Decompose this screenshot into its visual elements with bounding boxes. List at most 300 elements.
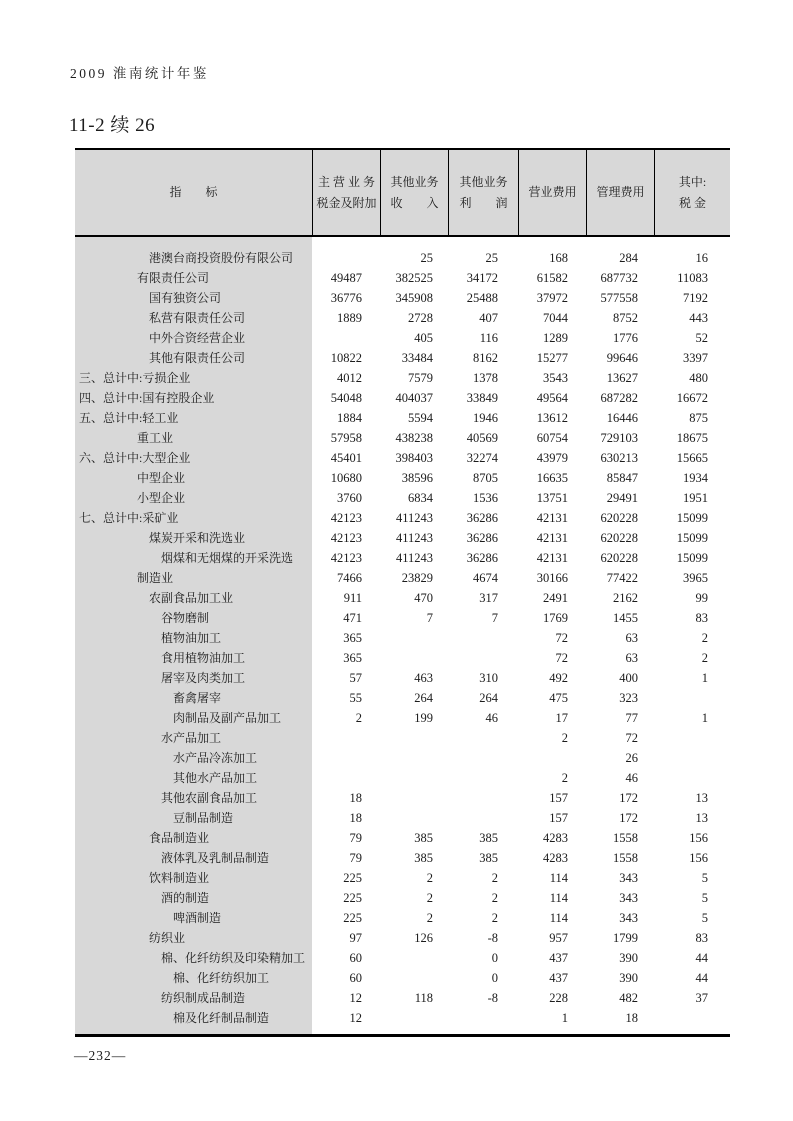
value-cell: 480	[689, 371, 708, 385]
value-cell: 72	[555, 631, 568, 645]
table-row	[75, 568, 730, 588]
value-cell: 437	[549, 951, 568, 965]
value-cell: 2	[701, 631, 708, 645]
table-row	[75, 848, 730, 868]
indicator-cell: 液体乳及乳制品制造	[161, 851, 270, 865]
value-cell: 7044	[543, 311, 568, 325]
value-cell: 42123	[330, 531, 362, 545]
value-cell: 16635	[536, 471, 568, 485]
value-cell: 475	[549, 691, 568, 705]
indicator-cell: 饮料制造业	[149, 871, 210, 885]
value-cell: 79	[349, 851, 362, 865]
table-row	[75, 268, 730, 288]
table-row	[75, 288, 730, 308]
value-cell	[380, 628, 448, 648]
value-cell: 61582	[536, 271, 568, 285]
value-cell: 18675	[676, 431, 708, 445]
indicator-cell: 肉制品及副产品加工	[173, 711, 282, 725]
value-cell: 3397	[683, 351, 708, 365]
table-row	[75, 748, 730, 768]
value-cell	[654, 768, 730, 788]
value-cell: 114	[549, 911, 568, 925]
indicator-cell: 啤酒制造	[173, 911, 222, 925]
table-row	[75, 448, 730, 468]
value-cell: 16446	[606, 411, 638, 425]
indicator-cell: 中型企业	[137, 471, 186, 485]
value-cell: 199	[414, 711, 433, 725]
value-cell	[448, 628, 518, 648]
value-cell: 15099	[676, 511, 708, 525]
value-cell: 42131	[536, 511, 568, 525]
value-cell	[448, 808, 518, 828]
value-cell: 1769	[543, 611, 568, 625]
value-cell: 44	[695, 951, 708, 965]
value-cell	[654, 1008, 730, 1028]
value-cell: 630213	[600, 451, 638, 465]
value-cell: 385	[414, 831, 433, 845]
indicator-cell: 烟煤和无烟煤的开采洗选	[161, 551, 294, 565]
column-header-line: 税 金	[678, 195, 706, 210]
value-cell: 83	[695, 611, 708, 625]
value-cell	[448, 648, 518, 668]
table-row	[75, 488, 730, 508]
value-cell: 385	[479, 851, 498, 865]
value-cell: 15099	[676, 551, 708, 565]
value-cell: 5	[701, 891, 708, 905]
value-cell: 5594	[408, 411, 433, 425]
value-cell: 4012	[337, 371, 362, 385]
value-cell: 23829	[401, 571, 433, 585]
value-cell: 18	[349, 811, 362, 825]
table-row	[75, 948, 730, 968]
value-cell: 157	[549, 811, 568, 825]
value-cell	[312, 728, 380, 748]
table-row	[75, 248, 730, 268]
value-cell: 7	[426, 611, 433, 625]
value-cell: 42123	[330, 551, 362, 565]
value-cell: 49564	[536, 391, 568, 405]
table-row	[75, 668, 730, 688]
value-cell: 7	[491, 611, 498, 625]
value-cell: 13612	[536, 411, 568, 425]
value-cell: 957	[549, 931, 568, 945]
value-cell: 492	[549, 671, 568, 685]
value-cell: 72	[625, 731, 638, 745]
value-cell	[380, 968, 448, 988]
table-row	[75, 788, 730, 808]
table-row	[75, 348, 730, 368]
table-row	[75, 908, 730, 928]
value-cell: 18	[625, 1011, 638, 1025]
column-header-line: 其他业务	[390, 174, 439, 189]
value-cell: 2	[491, 911, 498, 925]
value-cell: 79	[349, 831, 362, 845]
value-cell	[380, 748, 448, 768]
table-row	[75, 928, 730, 948]
value-cell: 264	[414, 691, 433, 705]
column-header	[312, 150, 380, 235]
value-cell: 77	[625, 711, 638, 725]
value-cell: 8162	[473, 351, 498, 365]
indicator-cell: 其他水产品加工	[173, 771, 258, 785]
value-cell: 284	[619, 251, 638, 265]
column-header	[518, 150, 586, 235]
value-cell: 10822	[330, 351, 362, 365]
value-cell: 1799	[613, 931, 638, 945]
value-cell: 42131	[536, 531, 568, 545]
table-row	[75, 528, 730, 548]
value-cell: 687282	[600, 391, 638, 405]
value-cell	[448, 748, 518, 768]
value-cell: 385	[479, 831, 498, 845]
value-cell: 46	[625, 771, 638, 785]
value-cell: -8	[487, 991, 498, 1005]
yearbook-title: 2009 淮南统计年鉴	[70, 66, 209, 81]
table-row	[75, 828, 730, 848]
value-cell: 2	[701, 651, 708, 665]
table-row	[75, 968, 730, 988]
column-header-line: 税金及附加	[316, 195, 377, 210]
value-cell: 57958	[330, 431, 362, 445]
indicator-cell: 有限责任公司	[137, 271, 210, 285]
value-cell: 482	[619, 991, 638, 1005]
value-cell: 37972	[536, 291, 568, 305]
value-cell: 3543	[543, 371, 568, 385]
table-row	[75, 468, 730, 488]
indicator-cell: 棉及化纤制品制造	[173, 1011, 270, 1025]
value-cell: 72	[555, 651, 568, 665]
value-cell: 2	[491, 891, 498, 905]
value-cell: 228	[549, 991, 568, 1005]
value-cell: 323	[619, 691, 638, 705]
value-cell: 2	[426, 911, 433, 925]
indicator-cell: 中外合资经营企业	[149, 331, 246, 345]
value-cell: 16	[695, 251, 708, 265]
value-cell: 620228	[600, 531, 638, 545]
value-cell: 411243	[395, 531, 433, 545]
value-cell: 2	[561, 771, 568, 785]
value-cell: 0	[491, 971, 498, 985]
value-cell: 34172	[466, 271, 498, 285]
indicator-cell: 农副食品加工业	[149, 591, 234, 605]
value-cell: 13	[695, 811, 708, 825]
column-header	[380, 150, 448, 235]
value-cell: 29491	[606, 491, 638, 505]
value-cell: 116	[479, 331, 498, 345]
value-cell	[448, 1008, 518, 1028]
table-row	[75, 628, 730, 648]
value-cell	[380, 788, 448, 808]
value-cell: 6834	[408, 491, 433, 505]
indicator-cell: 私营有限责任公司	[149, 311, 246, 325]
value-cell: 8752	[613, 311, 638, 325]
value-cell: 33849	[466, 391, 498, 405]
value-cell	[380, 648, 448, 668]
value-cell: 15099	[676, 531, 708, 545]
column-header-line: 收 入	[390, 195, 439, 210]
value-cell: 16672	[676, 391, 708, 405]
value-cell: 42123	[330, 511, 362, 525]
value-cell: 390	[619, 971, 638, 985]
indicator-cell: 制造业	[137, 571, 174, 585]
value-cell: 10680	[330, 471, 362, 485]
value-cell: 45401	[330, 451, 362, 465]
table-header-row	[75, 150, 730, 237]
value-cell: 114	[549, 891, 568, 905]
value-cell: 875	[689, 411, 708, 425]
column-header	[586, 150, 654, 235]
value-cell: 404037	[395, 391, 433, 405]
value-cell: 7192	[683, 291, 708, 305]
indicator-cell: 重工业	[137, 431, 174, 445]
value-cell: 4283	[543, 831, 568, 845]
indicator-cell: 水产品加工	[161, 731, 222, 745]
value-cell: 443	[689, 311, 708, 325]
value-cell: 1378	[473, 371, 498, 385]
indicator-cell: 豆制品制造	[173, 811, 234, 825]
value-cell: 620228	[600, 511, 638, 525]
column-header	[75, 150, 312, 235]
value-cell: 4283	[543, 851, 568, 865]
page-number: —232—	[74, 1048, 127, 1063]
indicator-cell: 其他有限责任公司	[149, 351, 246, 365]
value-cell: 63	[625, 631, 638, 645]
column-header	[448, 150, 518, 235]
value-cell: 118	[414, 991, 433, 1005]
value-cell: 36776	[330, 291, 362, 305]
indicator-cell: 棉、化纤纺织加工	[173, 971, 270, 985]
indicator-cell: 棉、化纤纺织及印染精加工	[161, 951, 306, 965]
value-cell: 172	[619, 791, 638, 805]
value-cell: 365	[343, 631, 362, 645]
value-cell: 157	[549, 791, 568, 805]
value-cell: 620228	[600, 551, 638, 565]
value-cell: 54048	[330, 391, 362, 405]
value-cell: 1889	[337, 311, 362, 325]
indicator-cell: 畜禽屠宰	[173, 691, 222, 705]
value-cell: 2	[426, 871, 433, 885]
value-cell: 33484	[401, 351, 433, 365]
indicator-cell: 五、总计中:轻工业	[79, 411, 179, 425]
value-cell: 25	[485, 251, 498, 265]
value-cell: 1455	[613, 611, 638, 625]
value-cell: 11083	[677, 271, 708, 285]
table-row	[75, 808, 730, 828]
value-cell	[380, 808, 448, 828]
value-cell: 77422	[606, 571, 638, 585]
value-cell: 13751	[536, 491, 568, 505]
value-cell: 36286	[466, 551, 498, 565]
value-cell: 5	[701, 911, 708, 925]
value-cell: 97	[349, 931, 362, 945]
value-cell: 37	[695, 991, 708, 1005]
value-cell: 1536	[473, 491, 498, 505]
value-cell	[312, 768, 380, 788]
value-cell: 30166	[536, 571, 568, 585]
value-cell: 36286	[466, 531, 498, 545]
column-header-line: 其中:	[678, 174, 707, 189]
value-cell: 345908	[395, 291, 433, 305]
value-cell: 63	[625, 651, 638, 665]
value-cell: 264	[479, 691, 498, 705]
value-cell: 168	[549, 251, 568, 265]
value-cell: 2162	[613, 591, 638, 605]
value-cell: 26	[625, 751, 638, 765]
value-cell: 60	[349, 951, 362, 965]
value-cell: 99	[695, 591, 708, 605]
value-cell: 12	[349, 1011, 362, 1025]
value-cell: 911	[343, 591, 362, 605]
table-row	[75, 1008, 730, 1028]
table-row	[75, 608, 730, 628]
value-cell: 471	[343, 611, 362, 625]
table-row	[75, 868, 730, 888]
value-cell: 43979	[536, 451, 568, 465]
value-cell: 32274	[466, 451, 498, 465]
value-cell: 407	[479, 311, 498, 325]
value-cell: 13627	[606, 371, 638, 385]
value-cell: 60754	[536, 431, 568, 445]
value-cell: 46	[485, 711, 498, 725]
value-cell	[312, 328, 380, 348]
indicator-cell: 纺织制成品制造	[161, 991, 246, 1005]
table-row	[75, 388, 730, 408]
value-cell: 1	[701, 671, 708, 685]
value-cell: 156	[689, 851, 708, 865]
value-cell	[380, 768, 448, 788]
indicator-cell: 谷物磨制	[161, 611, 210, 625]
value-cell: -8	[487, 931, 498, 945]
value-cell: 7579	[408, 371, 433, 385]
value-cell: 99646	[606, 351, 638, 365]
value-cell: 2	[426, 891, 433, 905]
value-cell: 2	[561, 731, 568, 745]
table-row	[75, 768, 730, 788]
value-cell: 577558	[600, 291, 638, 305]
value-cell: 25	[420, 251, 433, 265]
value-cell: 0	[491, 951, 498, 965]
value-cell: 83	[695, 931, 708, 945]
value-cell: 1776	[613, 331, 638, 345]
value-cell: 2491	[543, 591, 568, 605]
indicator-cell: 六、总计中:大型企业	[79, 451, 191, 465]
value-cell: 1558	[613, 851, 638, 865]
value-cell	[380, 728, 448, 748]
value-cell: 44	[695, 971, 708, 985]
value-cell: 385	[414, 851, 433, 865]
value-cell: 317	[479, 591, 498, 605]
value-cell: 12	[349, 991, 362, 1005]
indicator-cell: 纺织业	[149, 931, 186, 945]
value-cell: 8705	[473, 471, 498, 485]
value-cell: 437	[549, 971, 568, 985]
value-cell: 1289	[543, 331, 568, 345]
value-cell	[312, 248, 380, 268]
indicator-cell: 三、总计中:亏损企业	[79, 371, 191, 385]
column-header-line: 营业费用	[528, 185, 577, 199]
value-cell: 85847	[606, 471, 638, 485]
value-cell	[312, 748, 380, 768]
table-row	[75, 988, 730, 1008]
value-cell: 55	[349, 691, 362, 705]
indicator-cell: 其他农副食品加工	[161, 791, 258, 805]
value-cell: 390	[619, 951, 638, 965]
table-row	[75, 708, 730, 728]
indicator-cell: 四、总计中:国有控股企业	[79, 391, 215, 405]
statistics-table	[75, 148, 730, 1037]
value-cell: 1558	[613, 831, 638, 845]
table-row	[75, 408, 730, 428]
value-cell: 15277	[536, 351, 568, 365]
value-cell: 405	[414, 331, 433, 345]
value-cell: 343	[619, 891, 638, 905]
value-cell: 343	[619, 911, 638, 925]
column-header-line: 其他业务	[459, 174, 508, 189]
value-cell: 398403	[395, 451, 433, 465]
value-cell: 1951	[683, 491, 708, 505]
table-body	[75, 237, 730, 1034]
value-cell: 225	[343, 871, 362, 885]
indicator-cell: 港澳台商投资股份有限公司	[149, 251, 294, 265]
value-cell: 1	[701, 711, 708, 725]
value-cell: 470	[414, 591, 433, 605]
value-cell: 42131	[536, 551, 568, 565]
value-cell: 2	[491, 871, 498, 885]
indicator-cell: 水产品冷冻加工	[173, 751, 258, 765]
value-cell: 729103	[600, 431, 638, 445]
value-cell: 4674	[473, 571, 498, 585]
table-number-title: 11-2 续 26	[69, 115, 156, 136]
value-cell: 1946	[473, 411, 498, 425]
value-cell: 60	[349, 971, 362, 985]
column-header-line: 利 润	[459, 195, 508, 210]
column-header	[654, 150, 730, 235]
value-cell: 156	[689, 831, 708, 845]
table-row	[75, 648, 730, 668]
value-cell: 365	[343, 651, 362, 665]
value-cell	[380, 948, 448, 968]
value-cell	[448, 768, 518, 788]
value-cell: 225	[343, 911, 362, 925]
table-row	[75, 728, 730, 748]
value-cell	[380, 1008, 448, 1028]
value-cell	[448, 788, 518, 808]
indicator-cell: 煤炭开采和洗选业	[149, 531, 246, 545]
value-cell: 57	[349, 671, 362, 685]
value-cell: 52	[695, 331, 708, 345]
value-cell: 2728	[408, 311, 433, 325]
indicator-cell: 小型企业	[137, 491, 186, 505]
table-row	[75, 508, 730, 528]
table-row	[75, 548, 730, 568]
value-cell: 25488	[466, 291, 498, 305]
table-row	[75, 588, 730, 608]
value-cell: 13	[695, 791, 708, 805]
value-cell	[654, 748, 730, 768]
value-cell: 172	[619, 811, 638, 825]
value-cell: 411243	[395, 511, 433, 525]
value-cell: 310	[479, 671, 498, 685]
indicator-cell: 食用植物油加工	[161, 651, 246, 665]
indicator-cell: 植物油加工	[161, 631, 222, 645]
value-cell: 7466	[337, 571, 362, 585]
value-cell: 1934	[683, 471, 708, 485]
indicator-cell: 食品制造业	[149, 831, 210, 845]
indicator-cell: 七、总计中:采矿业	[79, 511, 179, 525]
value-cell	[448, 728, 518, 748]
value-cell: 38596	[401, 471, 433, 485]
value-cell: 114	[549, 871, 568, 885]
